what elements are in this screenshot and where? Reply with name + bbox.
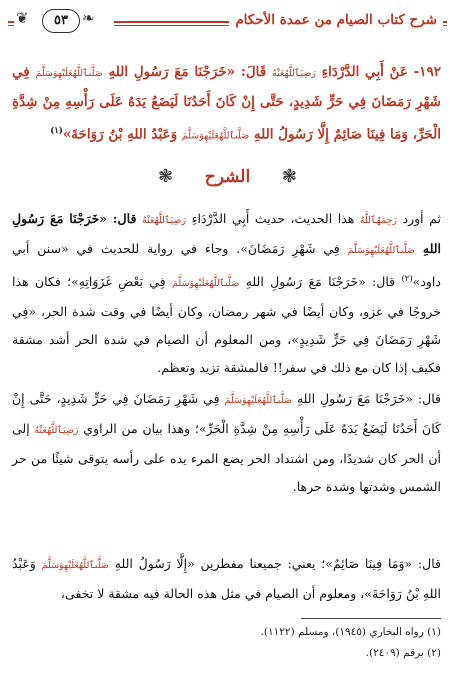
hadith-part: قَالَ: «خَرَجْنَا مَعَ رَسُولِ اللهِ: [108, 64, 267, 80]
section-title: الشرح: [204, 167, 251, 187]
salutation: صَلَّىٱللَّهُعَلَيْهِوَسَلَّمَ: [224, 395, 292, 406]
section-heading: [0, 162, 455, 192]
text-run: هذا الحديث، حديث أَبِي الدَّرْدَاءِ: [191, 211, 355, 226]
page-header: [8, 6, 447, 36]
ornament-flourish-icon: ❃: [281, 166, 297, 187]
paragraph: [12, 550, 441, 608]
footnote-ref: (١): [50, 126, 63, 136]
text-run: وَعَبْدُ اللهِ بْنُ رَوَاحَةَ»، ومعلوم أن الصيام في مثل هذه الحالة فيه مشقة لا تخفى،: [12, 556, 441, 601]
hadith-text: [12, 58, 441, 151]
honorific: رَضِيَٱللَّهُعَنْهُ: [34, 425, 79, 436]
text-run: قال: «خَرَجْنَا مَعَ رَسُولِ اللهِ: [296, 391, 441, 406]
paragraph: [12, 385, 441, 501]
text-run: ثم أورد: [402, 211, 441, 226]
hadith-part: - عَنْ أَبِي الدَّرْدَاءِ: [321, 64, 420, 80]
text-run: قال: «خَرَجْنَا مَعَ رَسُولِ اللهِ: [12, 211, 441, 256]
footnote-ref: (٢): [401, 274, 413, 284]
text-run: إلى أن الحر كان شديدًا، ومن اشتداد الحر يضع المرء يده على رأسه يتوقى شيئًا من حر الشمس وشدتها وشدة حرها.: [12, 421, 441, 494]
page-number-frame: [14, 6, 114, 34]
salutation: صَلَّىٱللَّهُعَلَيْهِوَسَلَّمَ: [35, 68, 103, 79]
text-run: قال: «وَمَا فِينَا صَائِمٌ»؛ يعني: جميعنا مفطرين «إِلَّا رَسُولُ اللهِ: [114, 556, 441, 571]
text-run: فِي شَهْرِ رَمَضَانَ فِي حَرٍّ شَدِيدٍ، حَتَّى إِنْ كَانَ أَحَدُنَا لَيَضَعُ يَدَهُ عَلَى رَأْسِهِ مِنْ شِدَّةِ الْحَرِّ»؛ وهذا بيان من الراوي: [12, 391, 441, 436]
ornament-flourish-icon: ❃: [158, 166, 174, 187]
footnote: (٢) برقم (٢٤٠٩).: [365, 647, 441, 659]
hadith-part: فِي شَهْرِ رَمَضَانَ فِي حَرٍّ شَدِيدٍ، حَتَّى إِنْ كَانَ أَحَدُنَا لَيَضَعُ يَدَهُ عَلَى رَأْسِهِ مِنْ شِدَّةِ الْحَرِّ، وَمَا فِينَا صَائِمٌ إِلَّا رَسُولُ اللهِ: [12, 64, 441, 143]
text-run: فِي بَعْضِ غَزَوَاتِهِ»؛ فكان هذا خروجًا في غزو، وكان أيضًا في شهر رمضان، وكان أيضًا في وقت شدة الحر، «فِي شَهْرِ رَمَضَانَ فِي حَرٍّ شَدِيدٍ»، ومن المعلوم أن الصيام في شدة الحر أشد مشقة فكيف إذا كان مع ذلك في سفر!! فالمشقة تزيد وتعظم.: [12, 274, 441, 376]
hadith-part: وَعَبْدُ اللهِ بْنُ رَوَاحَةَ»: [62, 126, 178, 143]
page-number: ٥٣: [42, 9, 80, 33]
salutation: صَلَّىٱللَّهُعَلَيْهِوَسَلَّمَ: [172, 278, 240, 290]
text-run: فِي شَهْرِ رَمَضَانَ». وجاء في رواية للحديث في «سنن أبي داود»: [12, 241, 441, 290]
footnote-divider: [301, 618, 441, 619]
hadith-number: ١٩٢: [419, 64, 441, 80]
book-title: شرح كتاب الصيام من عمدة الأحكام: [229, 8, 443, 32]
honorific: رَحِمَهُٱللَّهُ: [359, 215, 397, 226]
salutation: صَلَّىٱللَّهُعَلَيْهِوَسَلَّمَ: [181, 130, 250, 142]
footnote: (١) رواه البخاري (١٩٤٥)، ومسلم (١١٢٢).: [260, 626, 441, 638]
ornament-swirl-icon: ❦: [16, 9, 29, 27]
salutation: صَلَّىٱللَّهُعَلَيْهِوَسَلَّمَ: [41, 560, 109, 571]
ornament-swirl-icon: ❧: [82, 9, 95, 27]
text-run: قال: «خَرَجْنَا مَعَ رَسُولِ اللهِ: [245, 274, 396, 290]
paragraph: [12, 205, 441, 382]
honorific: رَضِيَٱللَّهُعَنْهُ: [141, 215, 187, 226]
salutation: صَلَّىٱللَّهُعَلَيْهِوَسَلَّمَ: [347, 245, 415, 256]
honorific: رَضِيَٱللَّهُعَنْهُ: [271, 68, 317, 79]
